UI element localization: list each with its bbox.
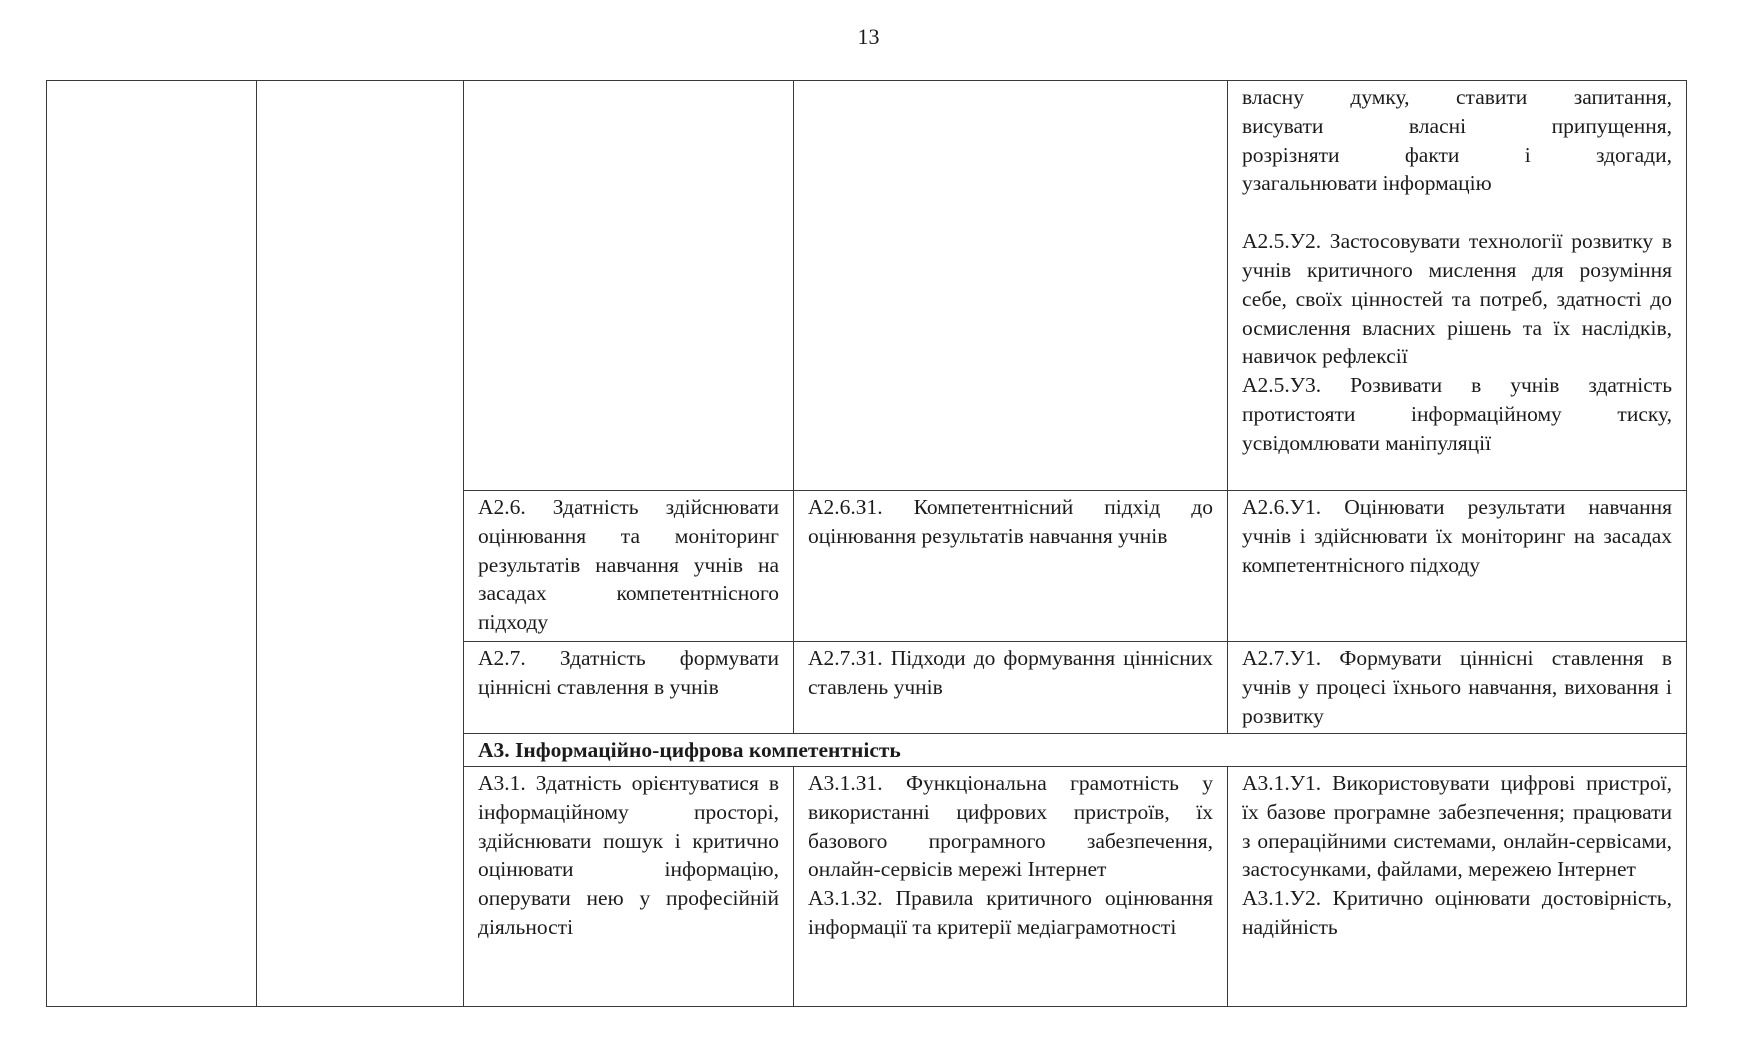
skill-a2-7: А2.7.У1. Формувати ціннісні ставлення в учнів у процесі їхнього навчання, виховання і розвитку	[1228, 642, 1687, 734]
knowledge-a3-1-z1: А3.1.З1. Функціональна грамотність у використанні цифрових пристроїв, їх базового програмного забезпечення, онлайн-сервісів мережі Інтернет	[808, 771, 1213, 882]
knowledge-a3-1-z2: А3.1.З2. Правила критичного оцінювання інформації та критерії медіаграмотності	[808, 886, 1213, 939]
text-line: розрізняти факти і здогади,	[1242, 142, 1672, 167]
skill-a3-1-u2: А3.1.У2. Критично оцінювати достовірність, надійність	[1242, 886, 1672, 939]
competence-a2-6: А2.6. Здатність здійснювати оцінювання та моніторинг результатів навчання учнів на засадах компетентнісного підходу	[464, 491, 794, 642]
text-line: висувати власні припущення,	[1242, 113, 1672, 138]
cell-empty-col2	[257, 81, 464, 1007]
cell-skill-a3-1	[1228, 767, 1687, 1007]
skill-continued-text	[1242, 83, 1672, 198]
competence-a3-1: А3.1. Здатність орієнтуватися в інформаційному просторі, здійснювати пошук і критично оцінювати інформацію, оперувати нею у професійній діяльності	[464, 767, 794, 1007]
section-title-a3: А3. Інформаційно-цифрова компетентність	[464, 734, 1687, 767]
skill-a2-6: А2.6.У1. Оцінювати результати навчання учнів і здійснювати їх моніторинг на засадах компетентнісного підходу	[1228, 491, 1687, 642]
table-row-continued	[47, 81, 1687, 491]
cell-empty-knowledge	[794, 81, 1228, 491]
competence-a2-7: А2.7. Здатність формувати ціннісні ставлення в учнів	[464, 642, 794, 734]
skill-a2-5-u3: А2.5.У3. Розвивати в учнів здатність протистояти інформаційному тиску, усвідомлювати маніпуляції	[1242, 373, 1672, 455]
text-line: узагальнювати інформацію	[1242, 171, 1492, 196]
cell-empty-col1	[47, 81, 257, 1007]
skill-a2-5-u2: А2.5.У2. Застосовувати технології розвитку в учнів критичного мислення для розуміння себе, своїх цінностей та потреб, здатності до осмислення власних рішень та їх наслідків, навичок рефлексії	[1242, 229, 1672, 369]
cell-knowledge-a3-1	[794, 767, 1228, 1007]
text-line: власну думку, ставити запитання,	[1242, 85, 1672, 109]
knowledge-a2-6: А2.6.З1. Компетентнісний підхід до оцінювання результатів навчання учнів	[794, 491, 1228, 642]
cell-empty-competence	[464, 81, 794, 491]
skill-a3-1-u1: А3.1.У1. Використовувати цифрові пристрої, їх базове програмне забезпечення; працювати з операційними системами, онлайн-сервісами, застосунками, файлами, мережею Інтернет	[1242, 771, 1672, 882]
page-number: 13	[857, 24, 880, 49]
competence-table	[46, 80, 1687, 1007]
knowledge-a2-7: А2.7.З1. Підходи до формування ціннісних ставлень учнів	[794, 642, 1228, 734]
cell-skills-continued	[1228, 81, 1687, 491]
